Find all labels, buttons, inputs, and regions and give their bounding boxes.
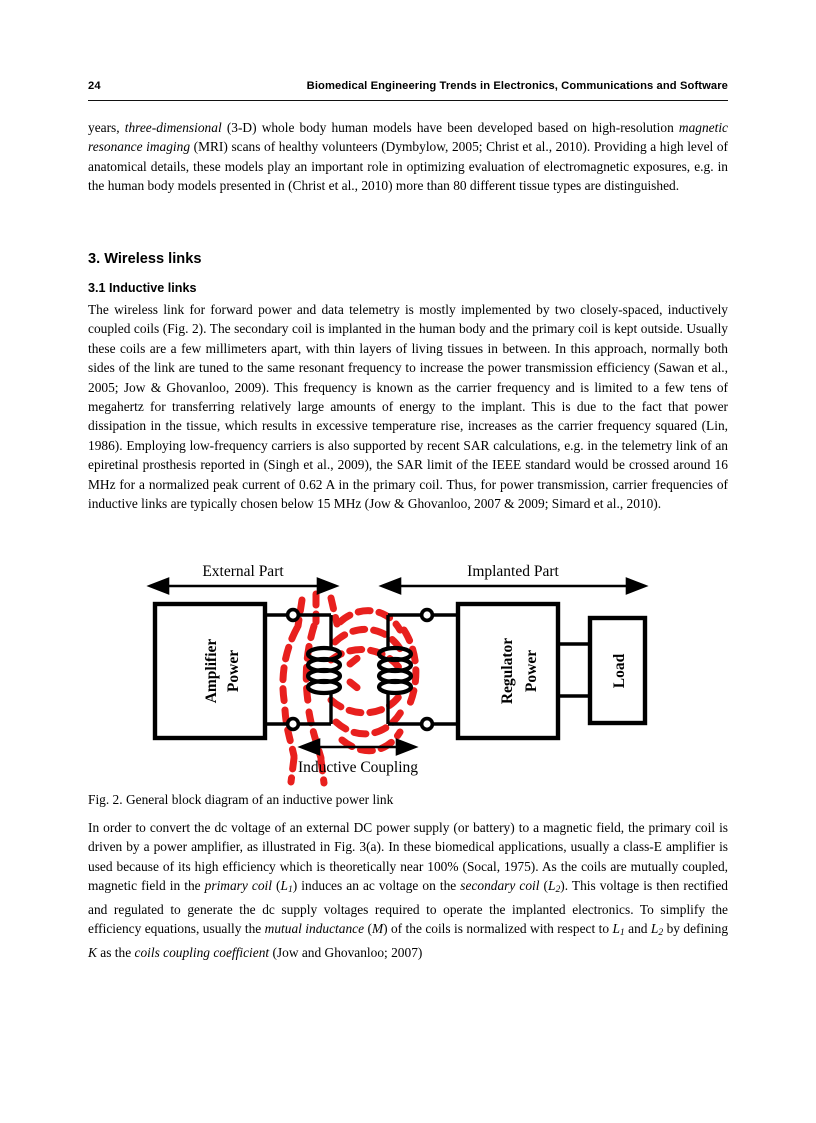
section-body-block xyxy=(88,300,728,513)
block-load-label: Load xyxy=(611,653,628,689)
closing-emphasis-secondary-coil: secondary coil xyxy=(460,878,540,894)
intro-paragraph xyxy=(88,118,728,196)
subscript-1b: 1 xyxy=(619,927,625,939)
intro-text-c: (MRI) scans of healthy volunteers (Dymbylow, 2005; Christ et al., 2010). Providing a high level of anatomical details, these models play an important role in optimizing evaluation of electromagnetic exposures, e.g. in the human body models presented in (Christ et al., 2010) more than 80 different tissue types are distinguished. xyxy=(88,139,728,194)
intro-text-b: (3-D) whole body human models have been developed based on high-resolution xyxy=(221,120,679,135)
closing-emphasis-mutual-inductance: mutual inductance xyxy=(264,921,365,937)
terminal-secondary-top xyxy=(422,610,433,621)
subscript-2: 2 xyxy=(555,884,561,896)
section-heading-block xyxy=(88,250,728,268)
subsection-heading: 3.1 Inductive links xyxy=(88,281,197,295)
closing-emphasis-coils-coupling-coefficient: coils coupling coefficient xyxy=(134,944,270,960)
terminal-primary-top xyxy=(288,610,299,621)
symbol-L2b: L xyxy=(650,921,659,937)
external-part-label: External Part xyxy=(202,563,284,580)
figure-caption xyxy=(88,790,728,809)
symbol-M: M xyxy=(371,921,384,937)
block-power-amplifier-label-line2: Amplifier xyxy=(203,638,220,704)
block-power-regulator-label-line2: Regulator xyxy=(499,637,516,705)
closing-text-h: and xyxy=(624,921,651,937)
page-header xyxy=(88,78,728,101)
closing-text-a: In order to convert the dc voltage of an external DC power supply (or battery) to a magnetic field, the primary coil is driven by a power amplifier, as illustrated in Fig. 3(a). In these biomedical applications, usually a class-E amplifier is used because of its high efficiency which is theoretically near 100% (Socal, 1975). As the coils are mutually coupled, magnetic field in the xyxy=(88,820,728,894)
block-power-regulator-label-line1: Power xyxy=(523,649,540,693)
block-power-amplifier-label-line1: Power xyxy=(225,649,242,693)
subsection-heading-block xyxy=(88,280,728,296)
symbol-L2: L xyxy=(548,878,556,894)
coupling-arrow-head-right xyxy=(397,740,415,754)
figure-caption-number: Fig. 2. xyxy=(88,792,123,807)
subscript-1: 1 xyxy=(287,884,293,896)
closing-paragraph xyxy=(88,818,728,962)
symbol-L1: L xyxy=(280,878,288,894)
running-title: Biomedical Engineering Trends in Electronics, Communications and Software xyxy=(306,80,728,92)
closing-text-k: (Jow and Ghovanloo; 2007) xyxy=(269,944,423,960)
closing-text-b: ( xyxy=(271,878,281,894)
external-part-arrow-head-right xyxy=(318,579,336,593)
closing-text-j: as the xyxy=(96,944,135,960)
symbol-L1b: L xyxy=(612,921,620,937)
span-arrows xyxy=(150,579,645,593)
intro-text-a: years, xyxy=(88,120,125,135)
closing-emphasis-primary-coil: primary coil xyxy=(204,878,272,894)
symbol-K: K xyxy=(88,944,97,960)
implanted-part-label: Implanted Part xyxy=(467,563,559,580)
closing-text-g: ) of the coils is normalized with respect to xyxy=(383,921,613,937)
closing-text-c: ) induces an ac voltage on the xyxy=(292,878,461,894)
section-heading: 3. Wireless links xyxy=(88,251,202,267)
closing-text-e: ). This voltage is then rectified and regulated to generate the dc supply voltages required to operate the implanted electronics. To simplify the efficiency equations, usually the xyxy=(88,878,728,937)
terminal-primary-bottom xyxy=(288,719,299,730)
intro-emphasis-three-dimensional: three-dimensional xyxy=(124,120,222,135)
inductive-coupling-label: Inductive Coupling xyxy=(297,759,419,776)
terminal-secondary-bottom xyxy=(422,719,433,730)
closing-text-i: by defining xyxy=(663,921,729,937)
implanted-part-arrow-head-right xyxy=(627,579,645,593)
external-part-arrow-head-left xyxy=(150,579,168,593)
intro-paragraph-block xyxy=(88,118,728,196)
implanted-part-arrow-head-left xyxy=(382,579,400,593)
intro-emphasis-mri: magnetic resonance imaging xyxy=(88,120,728,155)
closing-paragraph-block xyxy=(88,818,728,962)
figure-2-inductive-power-link xyxy=(88,560,728,790)
figure-caption-text: General block diagram of an inductive power link xyxy=(125,792,394,807)
section-body-paragraph: The wireless link for forward power and data telemetry is mostly implemented by two closely-spaced, inductively coupled coils (Fig. 2). The secondary coil is implanted in the human body and the primary coil is kept outside. Usually these coils are a few millimeters apart, with thin layers of living tissues in between. In this approach, normally both sides of the link are tuned to the same resonant frequency to increase the power transmission efficiency (Sawan et al., 2005; Jow & Ghovanloo, 2009). This frequency is known as the carrier frequency and is limited to a few tens of megahertz for transferring relatively large amounts of energy to the implant. This is due to the fact that power dissipation in the tissue, which results in excessive temperature rise, increases as the carrier frequency squared (Lin, 1986). Employing low-frequency carriers is also supported by recent SAR calculations, e.g. in the telemetry link of an epiretinal prosthesis reported in (Singh et al., 2009), the SAR limit of the IEEE standard would be crossed around 16 MHz for a normalized peak current of 0.62 A in the primary coil. Thus, for power transmission, carrier frequencies of inductive links are typically chosen below 15 MHz (Jow & Ghovanloo, 2007 & 2009; Simard et al., 2010). xyxy=(88,302,728,512)
page-number: 24 xyxy=(88,80,101,92)
subscript-2b: 2 xyxy=(658,927,664,939)
closing-text-f: ( xyxy=(364,921,372,937)
coupling-arrow-head-left xyxy=(301,740,319,754)
closing-text-d: ( xyxy=(539,878,549,894)
